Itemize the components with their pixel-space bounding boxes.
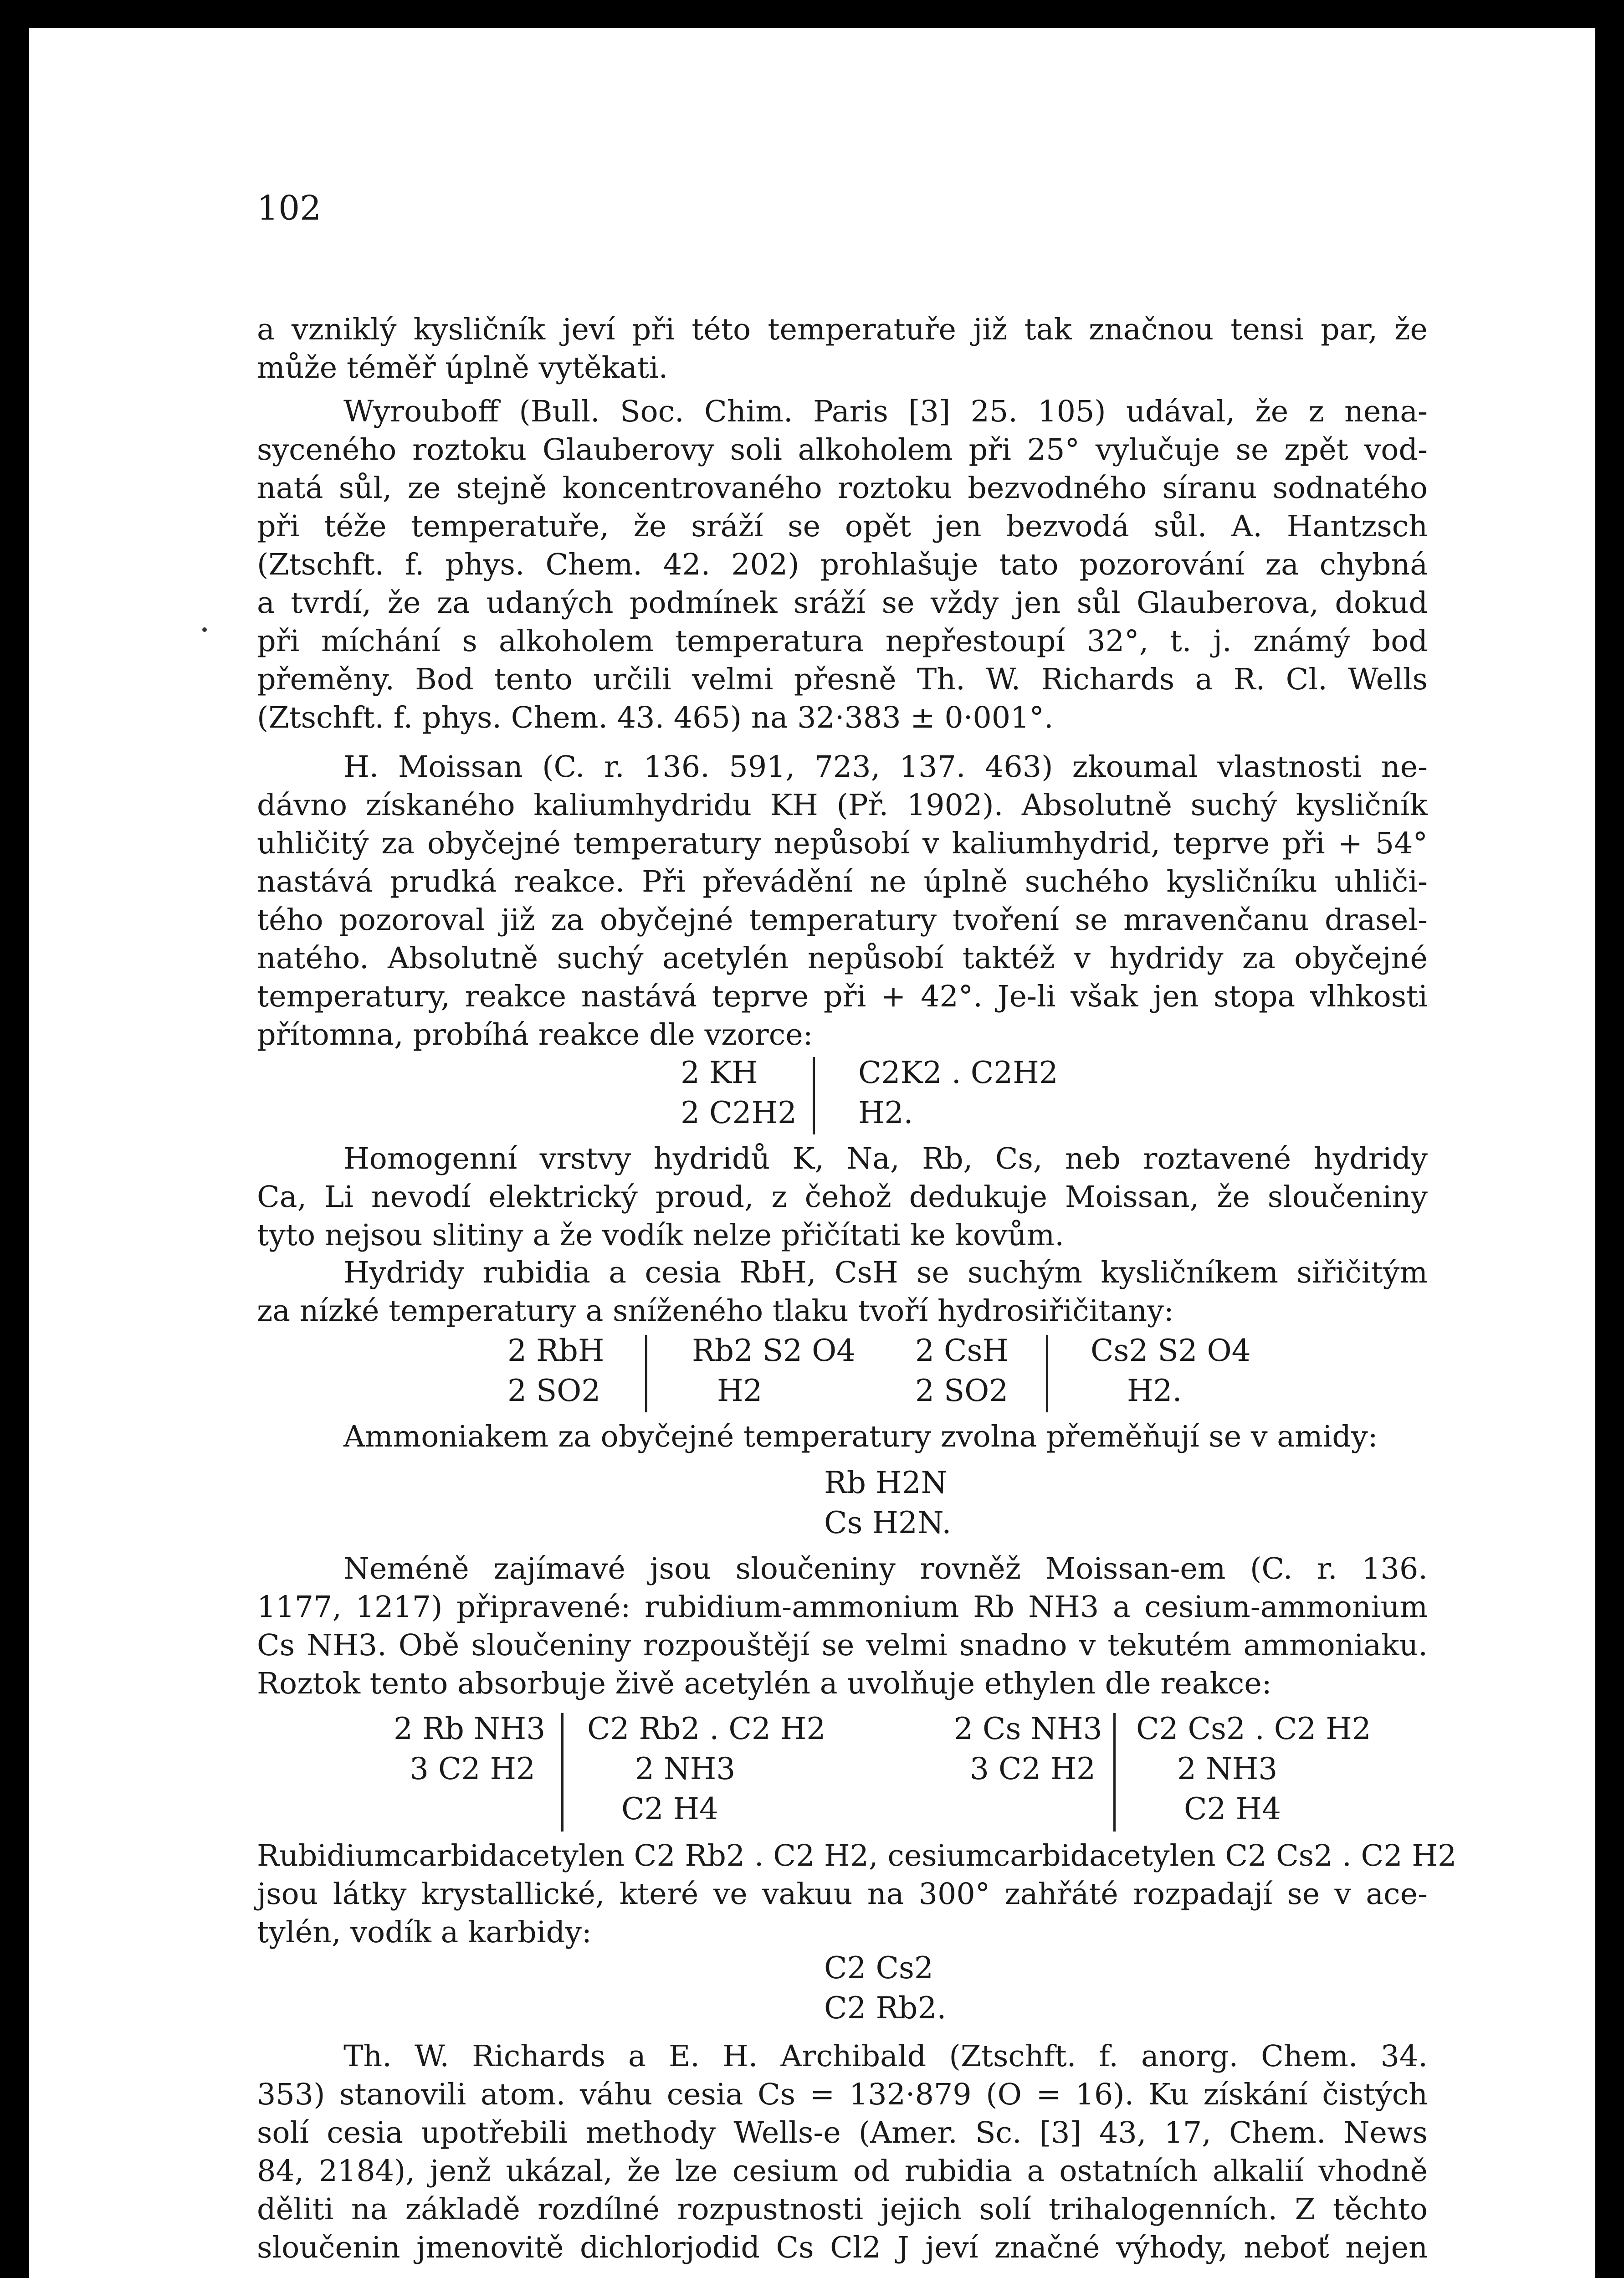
- text-line: Th. W. Richards a E. H. Archibald (Ztschft. f. anorg. Chem. 34.: [343, 2039, 1428, 2073]
- book-page: [29, 28, 1595, 2278]
- paragraph-richards: [257, 2037, 1428, 2267]
- formula: 2 NH3: [635, 1751, 736, 1786]
- formula: Cs H2N.: [824, 1505, 952, 1540]
- formula: 2 CsH: [915, 1333, 1009, 1368]
- text-line: (Ztschft. f. phys. Chem. 42. 202) prohlašuje tato pozorování za chybná: [257, 548, 1428, 582]
- paragraph-rubidiumcarbid: [257, 1837, 1457, 1952]
- text-line: Neméně zajímavé jsou sloučeniny rovněž Moissan-em (C. r. 136.: [343, 1552, 1428, 1586]
- text-line: Rubidiumcarbidacetylen C2 Rb2 . C2 H2, cesiumcarbidacetylen C2 Cs2 . C2 H2: [257, 1839, 1457, 1873]
- text-line: děliti na základě rozdílné rozpustnosti jejich solí trihalogenních. Z těchto: [257, 2192, 1428, 2227]
- text-line: tylén, vodík a karbidy:: [257, 1915, 592, 1950]
- formula: 2 SO2: [915, 1373, 1009, 1408]
- text-line: při téže temperatuře, že sráží se opět jen bezvodá sůl. A. Hantzsch: [257, 509, 1428, 544]
- paragraph-moissan: [257, 748, 1428, 1054]
- formula: 3 C2 H2: [970, 1751, 1096, 1786]
- paragraph-ammoniakem: [257, 1418, 1428, 1456]
- equation-divider: [1046, 1335, 1048, 1412]
- text-line: nastává prudká reakce. Při převádění ne úplně suchého kysličníku uhliči-: [257, 865, 1428, 899]
- text-line: temperatury, reakce nastává teprve při + 42°. Je-li však jen stopa vlhkosti: [257, 980, 1428, 1014]
- formula: 2 Cs NH3: [954, 1711, 1102, 1746]
- text-line: Wyrouboff (Bull. Soc. Chim. Paris [3] 25. 105) udával, že z nena-: [343, 395, 1428, 429]
- text-line: a vzniklý kysličník jeví při této temperatuře již tak značnou tensi par, že: [257, 313, 1428, 347]
- formula: 2 Rb NH3: [394, 1711, 546, 1746]
- text-line: při míchání s alkoholem temperatura nepřestoupí 32°, t. j. známý bod: [257, 624, 1428, 658]
- text-line: přítomna, probíhá reakce dle vzorce:: [257, 1018, 813, 1052]
- equation-divider: [645, 1335, 647, 1412]
- text-line: sloučenin jmenovitě dichlorjodid Cs Cl2 J jeví značné výhody, neboť nejen: [257, 2231, 1428, 2265]
- formula: 2 KH: [681, 1055, 758, 1090]
- formula: C2 Rb2 . C2 H2: [587, 1711, 826, 1746]
- text-line: může téměř úplně vytěkati.: [257, 351, 668, 385]
- text-line: Roztok tento absorbuje živě acetylén a uvolňuje ethylen dle reakce:: [257, 1667, 1272, 1701]
- paragraph-hydridy: [257, 1254, 1428, 1330]
- formula: 2 RbH: [507, 1333, 605, 1368]
- text-line: uhličitý za obyčejné temperatury nepůsobí v kaliumhydrid, teprve při + 54°: [257, 826, 1428, 861]
- paragraph-nemene: [257, 1550, 1428, 1703]
- formula: 3 C2 H2: [410, 1751, 535, 1786]
- formula: 2 SO2: [507, 1373, 601, 1408]
- formula: Rb2 S2 O4: [692, 1333, 856, 1368]
- text-line: 353) stanovili atom. váhu cesia Cs = 132·879 (O = 16). Ku získání čistých: [257, 2078, 1428, 2112]
- formula: C2K2 . C2H2: [858, 1055, 1058, 1090]
- equation-divider: [1113, 1713, 1116, 1832]
- text-line: H. Moissan (C. r. 136. 591, 723, 137. 463) zkoumal vlastnosti ne-: [343, 750, 1428, 784]
- formula: 2 C2H2: [681, 1095, 797, 1130]
- formula: C2 H4: [621, 1791, 719, 1827]
- text-line: Hydridy rubidia a cesia RbH, CsH se suchým kysličníkem siřičitým: [343, 1256, 1428, 1290]
- formula: H2.: [858, 1095, 913, 1130]
- text-line: natá sůl, ze stejně koncentrovaného roztoku bezvodného síranu sodnatého: [257, 471, 1428, 505]
- text-line: Cs NH3. Obě sloučeniny rozpouštějí se velmi snadno v tekutém ammoniaku.: [257, 1628, 1428, 1662]
- paragraph-wyrouboff: [257, 393, 1428, 737]
- formula: Rb H2N: [824, 1465, 948, 1500]
- formula: C2 Cs2: [824, 1950, 933, 1986]
- paragraph-homogenni: [257, 1140, 1428, 1255]
- text-line: Homogenní vrstvy hydridů K, Na, Rb, Cs, neb roztavené hydridy: [343, 1142, 1428, 1176]
- text-line: tyto nejsou slitiny a že vodík nelze přičítati ke kovům.: [257, 1218, 1064, 1252]
- formula: C2 Rb2.: [824, 1991, 947, 2026]
- formula: H2: [717, 1373, 763, 1408]
- speck-mark: [202, 627, 207, 632]
- text-line: (Ztschft. f. phys. Chem. 43. 465) na 32·383 ± 0·001°.: [257, 701, 1054, 735]
- text-line: Ca, Li nevodí elektrický proud, z čehož dedukuje Moissan, že sloučeniny: [257, 1180, 1428, 1214]
- text-line: 84, 2184), jenž ukázal, že lze cesium od rubidia a ostatních alkalií vhodně: [257, 2154, 1428, 2188]
- text-line: jsou látky krystallické, které ve vakuu na 300° zahřáté rozpadají se v ace-: [257, 1877, 1428, 1911]
- paragraph-tensi: [257, 311, 1428, 387]
- equation-divider: [813, 1057, 815, 1134]
- text-line: a tvrdí, že za udaných podmínek sráží se vždy jen sůl Glauberova, dokud: [257, 586, 1428, 620]
- text-line: přeměny. Bod tento určili velmi přesně Th. W. Richards a R. Cl. Wells: [257, 662, 1428, 697]
- text-line: solí cesia upotřebili methody Wells-e (Amer. Sc. [3] 43, 17, Chem. News: [257, 2116, 1428, 2150]
- text-line: 1177, 1217) připravené: rubidium-ammonium Rb NH3 a cesium-ammonium: [257, 1590, 1428, 1624]
- formula: 2 NH3: [1177, 1751, 1278, 1786]
- text-line: natého. Absolutně suchý acetylén nepůsobí taktéž v hydridy za obyčejné: [257, 941, 1428, 975]
- formula: Cs2 S2 O4: [1091, 1333, 1251, 1368]
- formula: C2 H4: [1184, 1791, 1281, 1827]
- text-line: Ammoniakem za obyčejné temperatury zvolna přeměňují se v amidy:: [343, 1420, 1378, 1454]
- text-line: syceného roztoku Glauberovy soli alkoholem při 25° vylučuje se zpět vod-: [257, 433, 1428, 467]
- formula: C2 Cs2 . C2 H2: [1136, 1711, 1371, 1746]
- text-line: dávno získaného kaliumhydridu KH (Př. 1902). Absolutně suchý kysličník: [257, 788, 1428, 822]
- text-line: za nízké temperatury a sníženého tlaku tvoří hydrosiřičitany:: [257, 1294, 1174, 1328]
- formula: H2.: [1127, 1373, 1182, 1408]
- equation-divider: [561, 1713, 564, 1832]
- page-number: 102: [257, 189, 322, 228]
- text-line: tého pozoroval již za obyčejné temperatury tvoření se mravenčanu drasel-: [257, 903, 1428, 937]
